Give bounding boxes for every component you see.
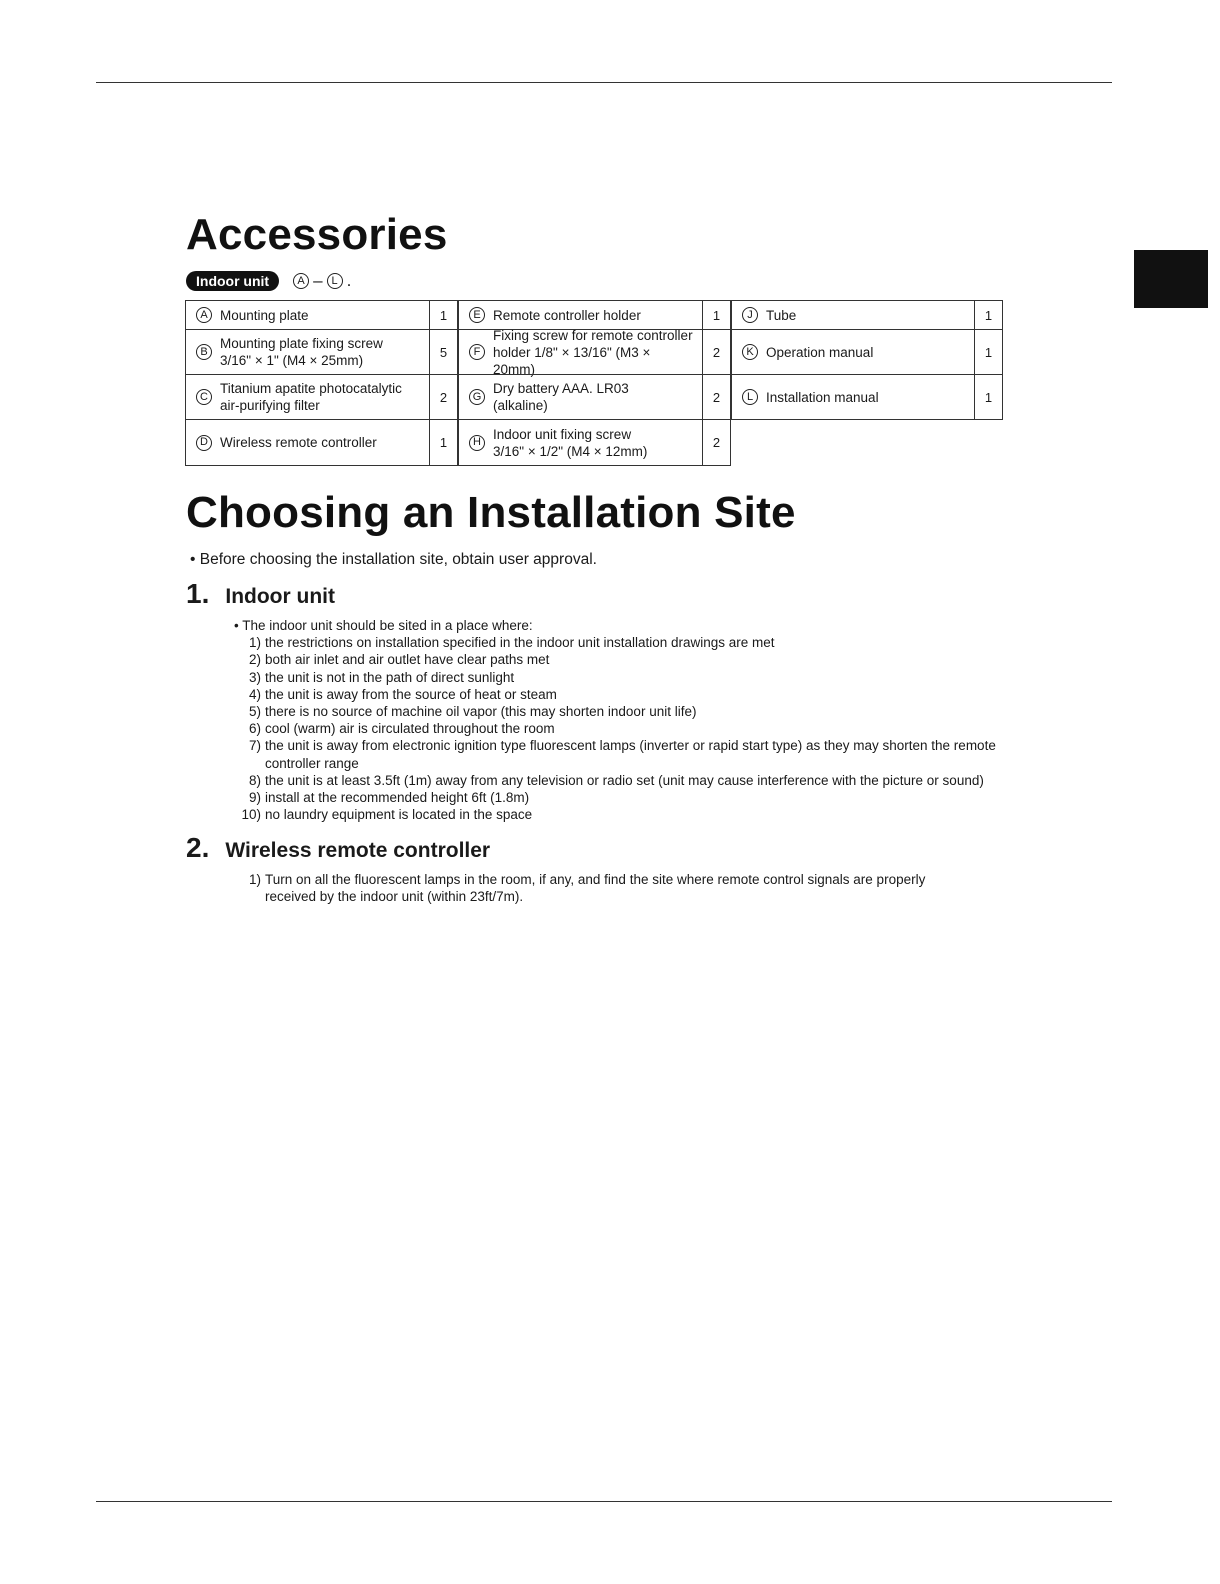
- accessory-item-c: [185, 374, 458, 420]
- section-number: 2.: [186, 832, 210, 863]
- item-number: 8): [248, 772, 261, 788]
- item-quantity: 2: [712, 389, 721, 405]
- list-item: [232, 703, 1012, 720]
- item-name: Remote controller holder: [493, 307, 641, 323]
- item-name: Indoor unit fixing screw 3/16" × 1/2" (M4 × 12mm): [493, 426, 648, 459]
- item-quantity: 2: [439, 389, 448, 405]
- item-number: 3): [248, 669, 261, 685]
- item-text: the unit is at least 3.5ft (1m) away from any television or radio set (unit may cause interference with the picture or sound): [265, 772, 984, 788]
- item-name: Wireless remote controller: [220, 435, 377, 450]
- item-text: both air inlet and air outlet have clear paths met: [265, 652, 550, 668]
- item-letter-marker: E: [469, 307, 485, 323]
- section-tab-marker: [1134, 250, 1208, 308]
- requirements-intro: • The indoor unit should be sited in a place where:: [234, 618, 533, 633]
- item-quantity: 1: [439, 307, 448, 323]
- list-item: [232, 772, 1012, 789]
- accessory-item-b: [185, 329, 458, 375]
- list-item: [232, 669, 1012, 686]
- indoor-unit-badge: Indoor unit: [186, 271, 279, 291]
- item-name: Operation manual: [766, 344, 874, 360]
- item-letter-marker: L: [742, 389, 758, 405]
- item-letter-marker: C: [196, 389, 212, 405]
- item-number: 9): [248, 790, 261, 806]
- item-text: there is no source of machine oil vapor (this may shorten indoor unit life): [265, 704, 697, 720]
- item-quantity: 1: [984, 307, 993, 323]
- item-name: Titanium apatite photocatalytic air-purifying filter: [220, 381, 402, 413]
- item-letter-marker: F: [469, 344, 485, 360]
- item-text: the unit is not in the path of direct sunlight: [265, 669, 515, 685]
- footer-rule: [96, 1501, 1112, 1502]
- item-text: install at the recommended height 6ft (1.8m): [265, 790, 530, 806]
- item-name: Installation manual: [766, 389, 879, 405]
- accessory-item-d: [185, 419, 458, 466]
- range-end: .: [346, 271, 352, 290]
- section-indoor-unit-heading: [186, 578, 335, 610]
- list-item: [232, 806, 1012, 823]
- section-title: Indoor unit: [225, 585, 335, 608]
- item-quantity: 2: [712, 435, 721, 450]
- item-quantity: 1: [712, 307, 721, 323]
- section-title: Wireless remote controller: [225, 839, 491, 862]
- item-letter-marker: D: [196, 435, 212, 451]
- item-number: 2): [248, 652, 261, 668]
- item-number: 6): [248, 721, 261, 737]
- list-item: [232, 871, 972, 905]
- item-name: Mounting plate fixing screw 3/16" × 1" (M4 × 25mm): [220, 336, 383, 368]
- list-item: [232, 737, 1012, 771]
- item-text: no laundry equipment is located in the space: [265, 807, 533, 823]
- list-item: [232, 651, 1012, 668]
- accessory-item-f: [458, 329, 731, 375]
- range-to-marker: L: [327, 273, 343, 289]
- accessory-item-e: [458, 300, 731, 330]
- item-text: Turn on all the fluorescent lamps in the room, if any, and find the site where remote control signals are properly received by the indoor unit (within 23ft/7m).: [265, 872, 926, 905]
- item-number: 1): [248, 872, 261, 887]
- item-number: 1): [248, 635, 261, 651]
- item-name: Fixing screw for remote controller holder 1/8" × 13/16" (M3 × 20mm): [493, 327, 693, 377]
- item-letter-marker: A: [196, 307, 212, 323]
- item-quantity: 1: [984, 389, 993, 405]
- item-number: 5): [248, 704, 261, 720]
- item-quantity: 1: [984, 344, 993, 360]
- approval-note: • Before choosing the installation site, obtain user approval.: [190, 551, 597, 568]
- item-number: 4): [248, 686, 261, 702]
- accessory-item-l: [731, 374, 1003, 420]
- section-number: 1.: [186, 578, 210, 609]
- list-item: [232, 720, 1012, 737]
- item-quantity: 5: [439, 344, 448, 360]
- accessory-item-h: [458, 419, 731, 466]
- list-item: [232, 789, 1012, 806]
- section-remote-controller-heading: [186, 832, 490, 864]
- range-separator: –: [313, 271, 323, 290]
- accessories-title: Accessories: [186, 210, 448, 259]
- item-quantity: 2: [712, 344, 721, 360]
- item-text: the unit is away from electronic ignition type fluorescent lamps (inverter or rapid start type) as they may shorten the remote controller range: [265, 738, 996, 771]
- item-letter-marker: G: [469, 389, 485, 405]
- item-quantity: 1: [439, 435, 448, 450]
- accessory-item-a: [185, 300, 458, 330]
- item-text: cool (warm) air is circulated throughout the room: [265, 721, 555, 737]
- header-rule: [96, 82, 1112, 83]
- item-text: the unit is away from the source of heat or steam: [265, 686, 557, 702]
- accessory-item-g: [458, 374, 731, 420]
- item-letter-marker: B: [196, 344, 212, 360]
- accessory-item-j: [731, 300, 1003, 330]
- accessory-range: [293, 271, 351, 291]
- accessory-item-k: [731, 329, 1003, 375]
- list-item: [232, 686, 1012, 703]
- item-text: the restrictions on installation specified in the indoor unit installation drawings are met: [265, 635, 775, 651]
- range-from-marker: A: [293, 273, 309, 289]
- item-name: Mounting plate: [220, 307, 309, 323]
- remote-controller-instructions: [232, 871, 972, 905]
- item-letter-marker: K: [742, 344, 758, 360]
- item-letter-marker: H: [469, 435, 485, 451]
- indoor-unit-label-row: [186, 271, 351, 291]
- item-letter-marker: J: [742, 307, 758, 323]
- item-number: 10): [241, 807, 261, 823]
- item-name: Dry battery AAA. LR03 (alkaline): [493, 381, 629, 413]
- item-number: 7): [248, 738, 261, 754]
- installation-site-title: Choosing an Installation Site: [186, 488, 796, 537]
- item-name: Tube: [766, 307, 797, 323]
- list-item: [232, 634, 1012, 651]
- accessories-table: [185, 300, 1005, 466]
- indoor-unit-requirements: [232, 617, 1012, 823]
